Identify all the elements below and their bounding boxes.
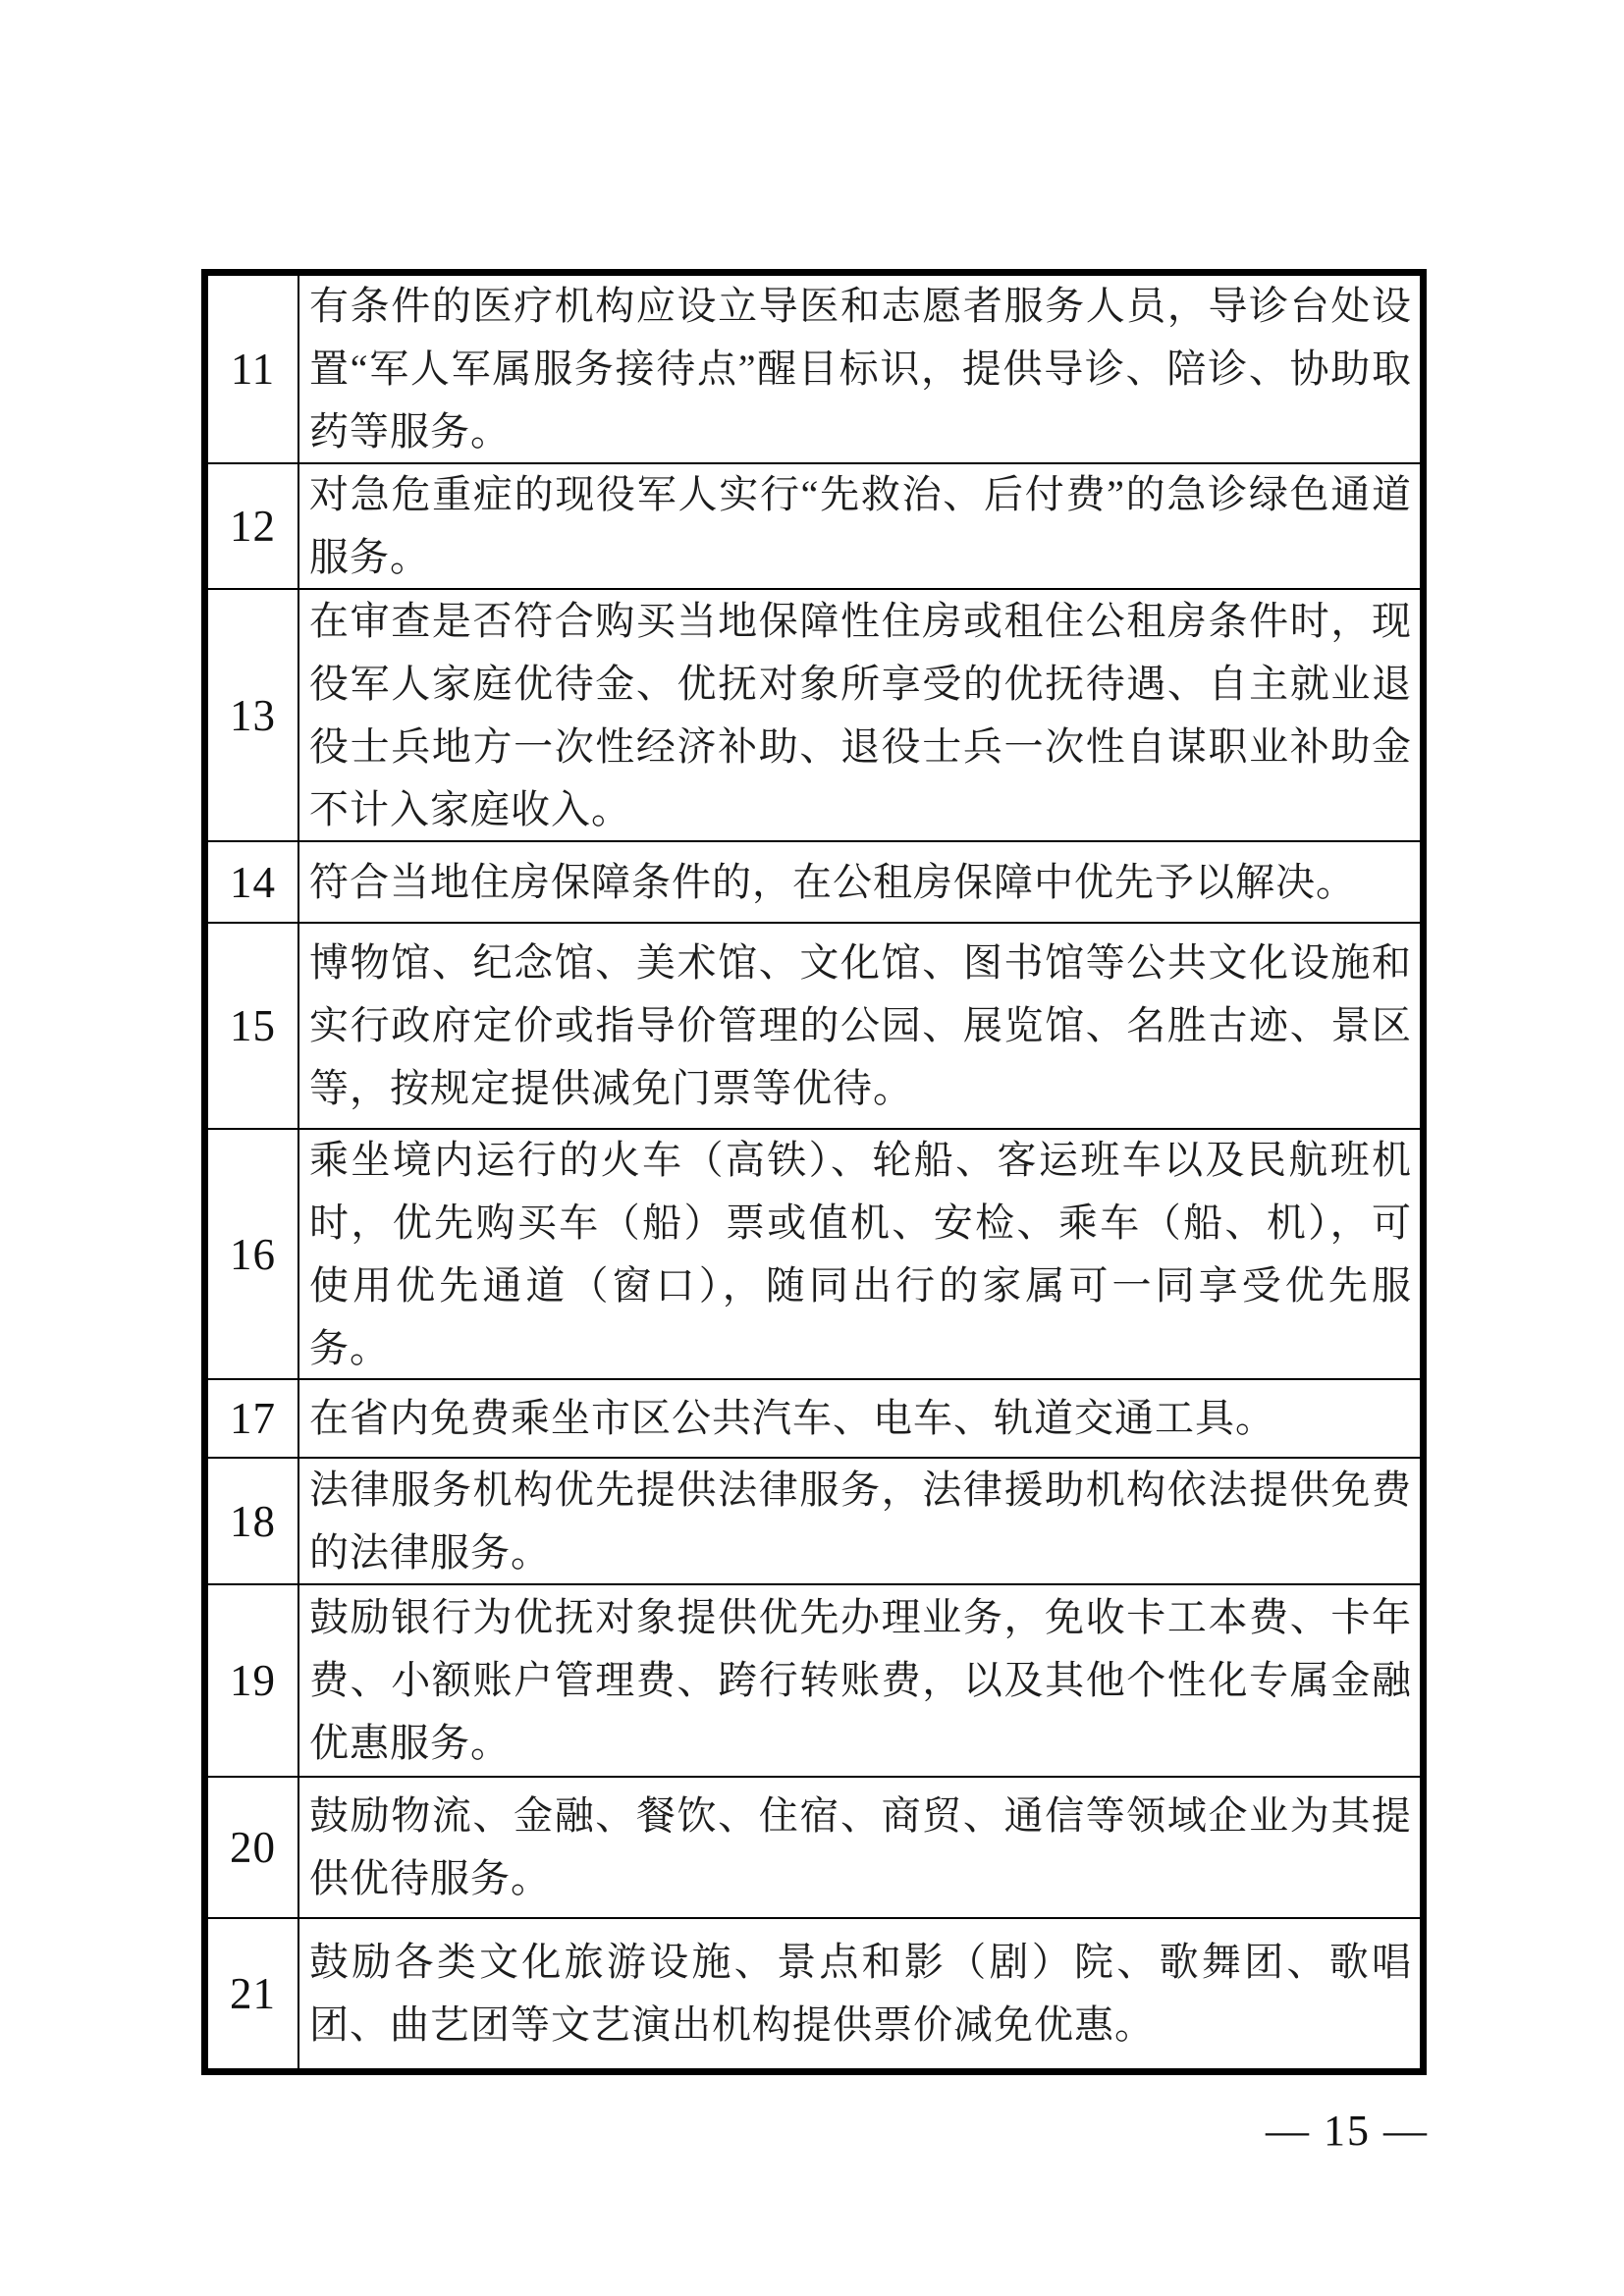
table-row: [208, 924, 1420, 1130]
table-row: [208, 1459, 1420, 1585]
benefits-table: [201, 269, 1427, 2075]
row-number: 17: [208, 1380, 299, 1457]
row-text: 乘坐境内运行的火车（高铁）、轮船、客运班车以及民航班机时，优先购买车（船）票或值机、安检、乘车（船、机），可使用优先通道（窗口），随同出行的家属可一同享受优先服务。: [309, 1137, 1412, 1370]
row-text: 鼓励各类文化旅游设施、景点和影（剧）院、歌舞团、歌唱团、曲艺团等文艺演出机构提供票价减免优惠。: [309, 1940, 1412, 2047]
row-text-cell: [299, 464, 1420, 588]
row-text: 在省内免费乘坐市区公共汽车、电车、轨道交通工具。: [309, 1396, 1275, 1440]
row-text: 博物馆、纪念馆、美术馆、文化馆、图书馆等公共文化设施和实行政府定价或指导价管理的公园、展览馆、名胜古迹、景区等，按规定提供减免门票等优待。: [309, 940, 1412, 1110]
row-text-cell: [299, 924, 1420, 1128]
row-number: 16: [208, 1130, 299, 1378]
row-text-cell: [299, 1585, 1420, 1776]
row-text: 鼓励物流、金融、餐饮、住宿、商贸、通信等领域企业为其提供优待服务。: [309, 1793, 1412, 1900]
page-number: — 15 —: [1266, 2107, 1429, 2155]
table-row: [208, 1778, 1420, 1919]
table-row: [208, 1919, 1420, 2068]
row-text: 对急危重症的现役军人实行“先救治、后付费”的急诊绿色通道服务。: [309, 472, 1412, 579]
row-number: 21: [208, 1919, 299, 2068]
row-text: 有条件的医疗机构应设立导医和志愿者服务人员，导诊台处设置“军人军属服务接待点”醒目标识，提供导诊、陪诊、协助取药等服务。: [309, 284, 1412, 454]
table-row: [208, 1585, 1420, 1778]
row-number: 18: [208, 1459, 299, 1583]
row-text-cell: [299, 1919, 1420, 2068]
table-row: [208, 1380, 1420, 1459]
table-row: [208, 276, 1420, 464]
row-number: 12: [208, 464, 299, 588]
row-text-cell: [299, 842, 1420, 922]
row-number: 19: [208, 1585, 299, 1776]
row-text-cell: [299, 1778, 1420, 1917]
table-row: [208, 464, 1420, 590]
row-text-cell: [299, 1130, 1420, 1378]
table-row: [208, 590, 1420, 842]
row-text: 在审查是否符合购买当地保障性住房或租住公租房条件时，现役军人家庭优待金、优抚对象所享受的优抚待遇、自主就业退役士兵地方一次性经济补助、退役士兵一次性自谋职业补助金不计入家庭收入。: [309, 598, 1412, 831]
table-row: [208, 1130, 1420, 1380]
row-number: 11: [208, 276, 299, 462]
row-text: 法律服务机构优先提供法律服务，法律援助机构依法提供免费的法律服务。: [309, 1467, 1412, 1575]
row-number: 15: [208, 924, 299, 1128]
row-text-cell: [299, 1459, 1420, 1583]
row-number: 20: [208, 1778, 299, 1917]
row-text: 鼓励银行为优抚对象提供优先办理业务，免收卡工本费、卡年费、小额账户管理费、跨行转账费，以及其他个性化专属金融优惠服务。: [309, 1595, 1412, 1765]
row-text-cell: [299, 590, 1420, 840]
row-text-cell: [299, 1380, 1420, 1457]
row-text-cell: [299, 276, 1420, 462]
row-number: 13: [208, 590, 299, 840]
row-text: 符合当地住房保障条件的，在公租房保障中优先予以解决。: [309, 859, 1356, 904]
table-row: [208, 842, 1420, 924]
row-number: 14: [208, 842, 299, 922]
